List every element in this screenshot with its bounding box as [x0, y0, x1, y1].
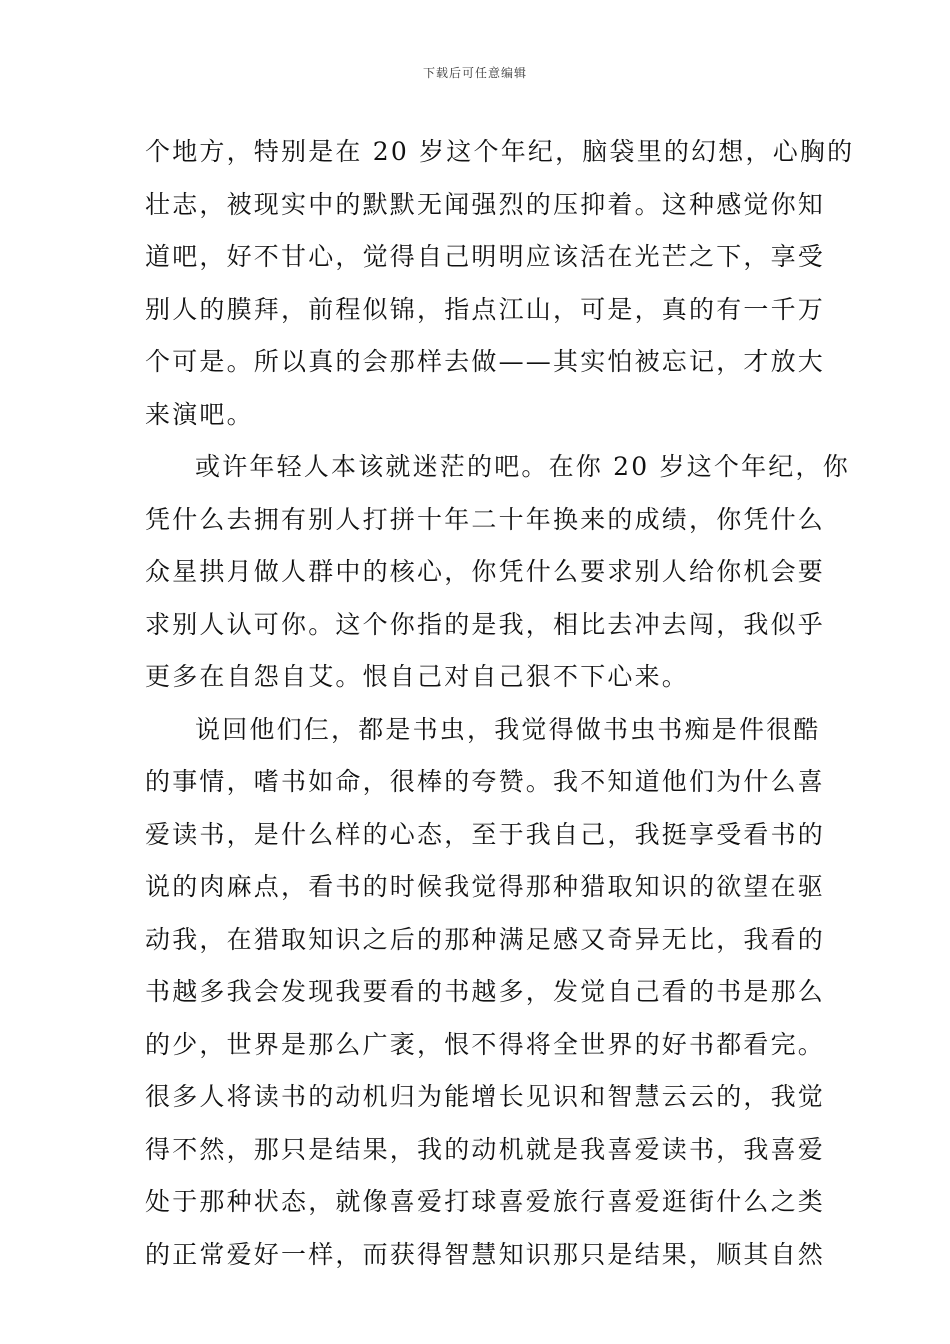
text-line: 来演吧。: [145, 399, 254, 429]
text-line: 个地方，特别是在 20 岁这个年纪，脑袋里的幻想，心胸的: [145, 137, 855, 166]
text-line: 说的肉麻点，看书的时候我觉得那种猎取知识的欲望在驱: [145, 872, 826, 901]
paragraph-start-line: 或许年轻人本该就迷茫的吧。在你 20 岁这个年纪，你: [195, 452, 850, 481]
text-line: 求别人认可你。这个你指的是我，相比去冲去闯，我似乎: [145, 609, 826, 639]
text-line: 个可是。所以真的会那样去做——其实怕被忘记，才放大: [145, 347, 826, 376]
text-line: 众星拱月做人群中的核心，你凭什么要求别人给你机会要: [145, 557, 826, 586]
text-line: 处于那种状态，就像喜爱打球喜爱旅行喜爱逛街什么之类: [145, 1187, 826, 1216]
text-line: 爱读书，是什么样的心态，至于我自己，我挺享受看书的: [145, 819, 826, 849]
text-line: 的少，世界是那么广袤，恨不得将全世界的好书都看完。: [145, 1029, 826, 1059]
text-line: 书越多我会发现我要看的书越多，发觉自己看的书是那么: [145, 977, 826, 1006]
text-line: 道吧，好不甘心，觉得自己明明应该活在光芒之下，享受: [145, 242, 826, 271]
text-line: 的正常爱好一样，而获得智慧知识那只是结果，顺其自然: [145, 1239, 826, 1269]
text-line: 动我，在猎取知识之后的那种满足感又奇异无比，我看的: [145, 924, 826, 954]
text-line: 更多在自怨自艾。恨自己对自己狠不下心来。: [145, 662, 690, 691]
text-line: 凭什么去拥有别人打拼十年二十年换来的成绩，你凭什么: [145, 504, 826, 534]
document-body: [145, 126, 855, 1281]
text-line: 的事情，嗜书如命，很棒的夸赞。我不知道他们为什么喜: [145, 767, 826, 796]
text-line: 别人的膜拜，前程似锦，指点江山，可是，真的有一千万: [145, 294, 826, 324]
text-line: 壮志，被现实中的默默无闻强烈的压抑着。这种感觉你知: [145, 189, 826, 219]
paragraph-start-line: 说回他们仨，都是书虫，我觉得做书虫书痴是件很酷: [195, 714, 821, 744]
text-line: 得不然，那只是结果，我的动机就是我喜爱读书，我喜爱: [145, 1134, 826, 1164]
text-line: 很多人将读书的动机归为能增长见识和智慧云云的，我觉: [145, 1082, 826, 1111]
page-header-note: 下载后可任意编辑: [422, 66, 527, 80]
